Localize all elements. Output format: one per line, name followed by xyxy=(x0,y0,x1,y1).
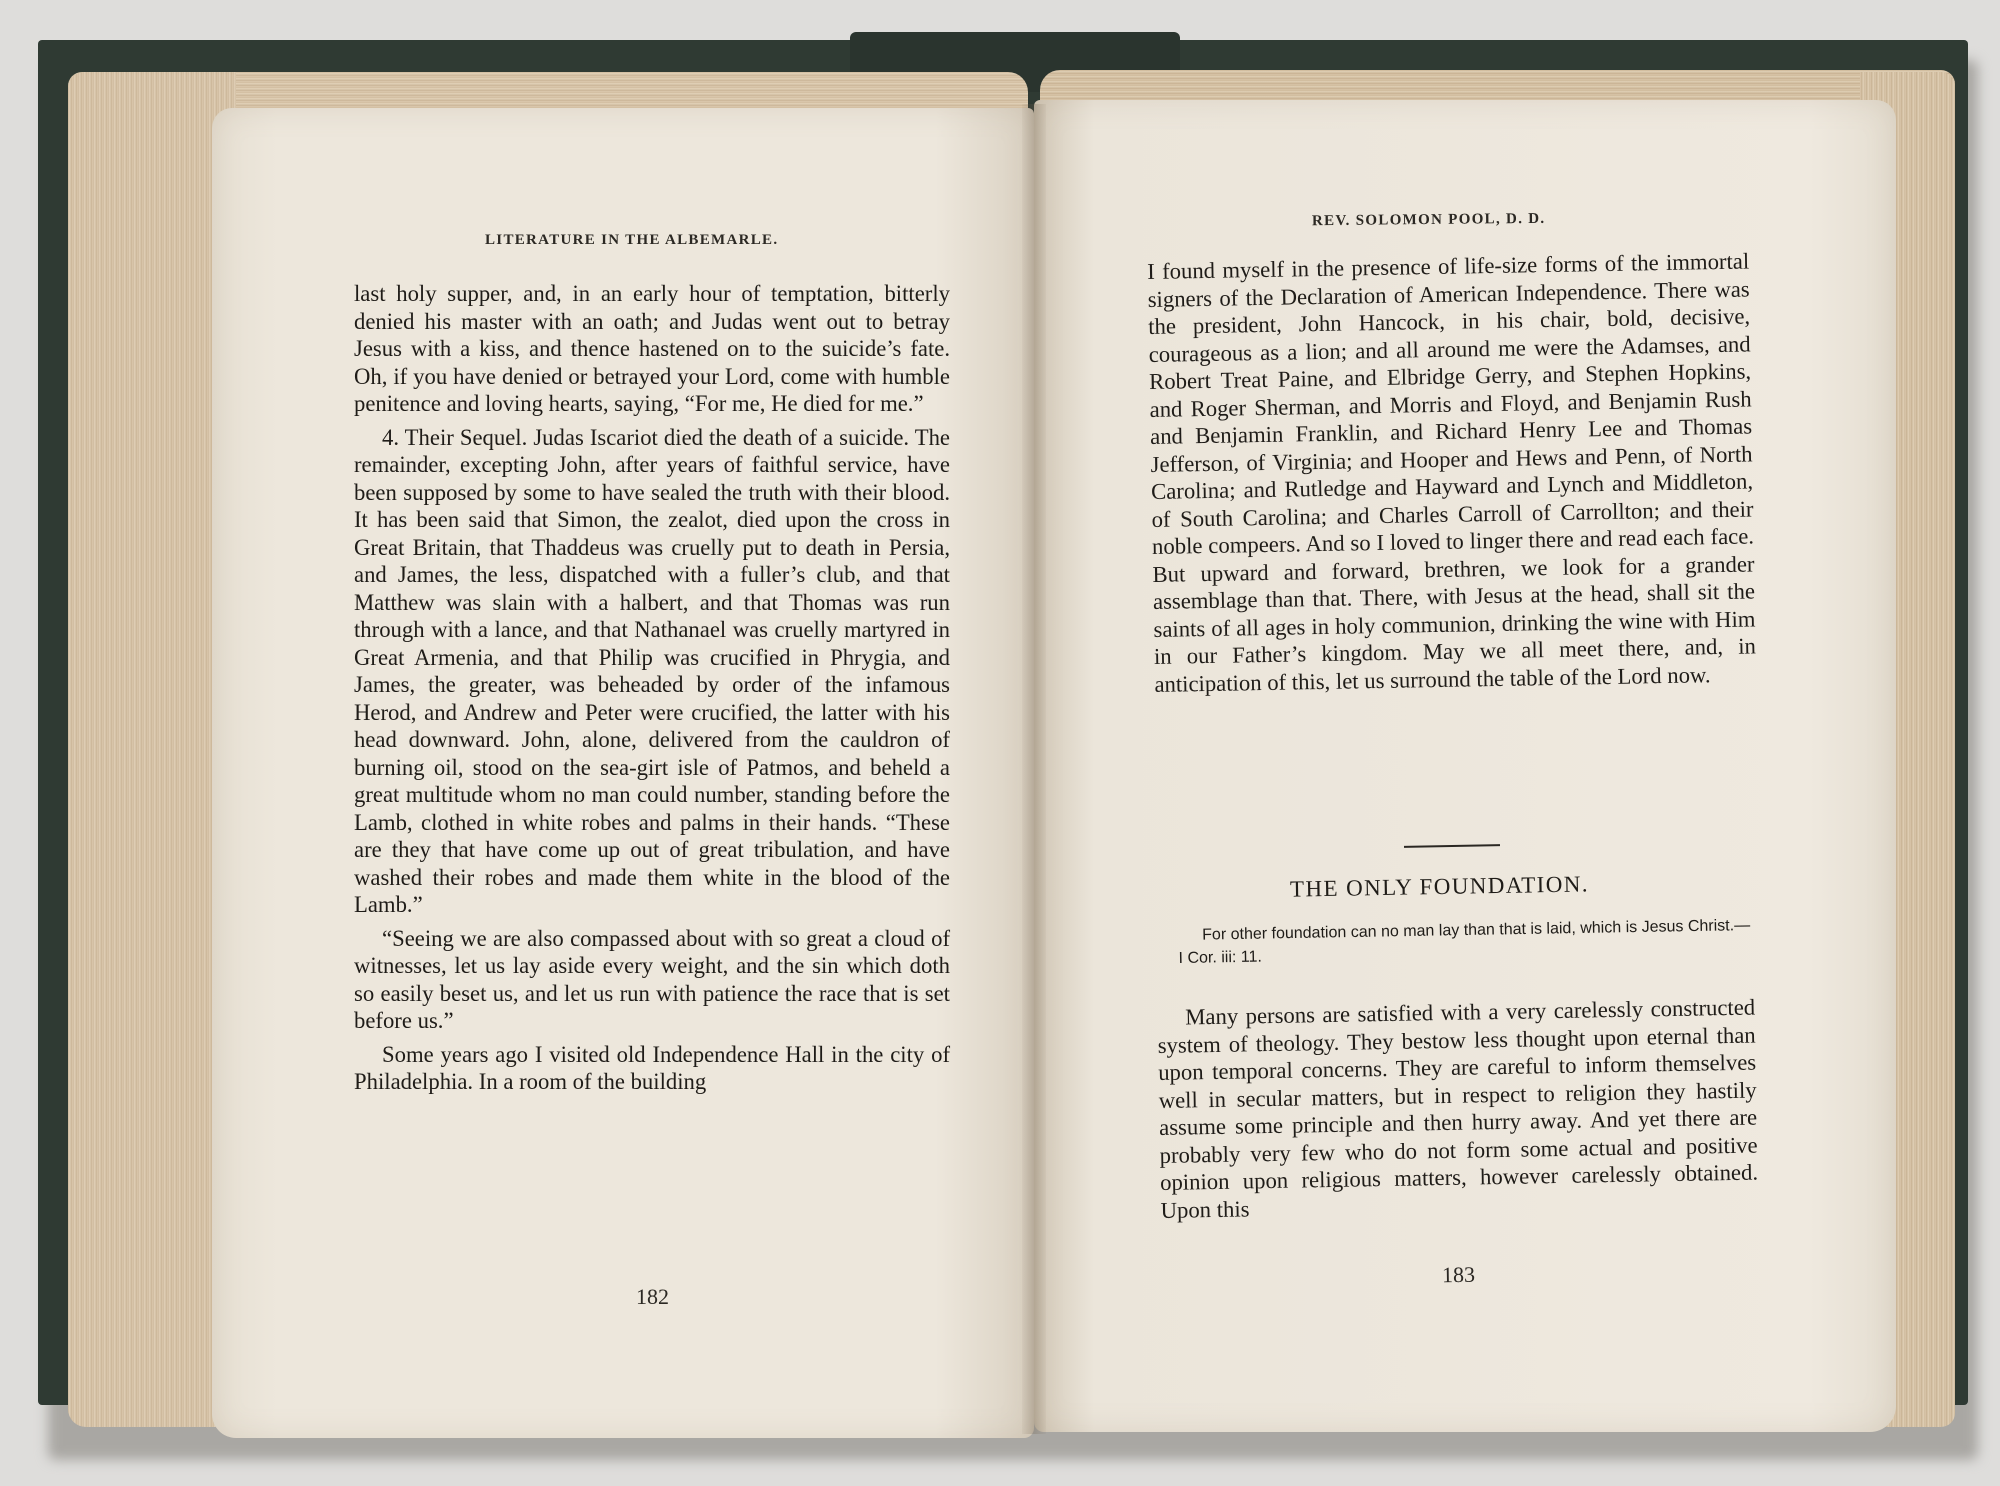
section-paragraph-1: Many persons are satisfied with a very carelessly constructed system of theology. They bestow less thought upon eternal than upon temporal concerns. They are careful to inform themselves well in secular matters, but in respect to religion they hastily assume some principle and then hurry away. And yet there are probably very few who do not form some actual and positive opinion upon religious matters, however carelessly obtained. Upon this xyxy=(1157,994,1759,1223)
right-page-number: 183 xyxy=(1441,1261,1476,1288)
page-edges-left xyxy=(68,72,236,1427)
left-paragraph-2: 4. Their Sequel. Judas Iscariot died the death of a suicide. The remainder, excepting John, after years of faithful service, have been supposed by some to have sealed the truth with their blood. It has been said that Simon, the zealot, died upon the cross in Great Britain, that Thaddeus was cruelly put to death in Persia, and James, the less, dispatched with a fuller’s club, and that Matthew was slain with a halbert, and that Thomas was run through with a lance, and that Nathanael was cruelly martyred in Great Armenia, and that Philip was crucified in Phrygia, and James, the greater, was beheaded by order of the infamous Herod, and Andrew and Peter were crucified, the latter with his head downward. John, alone, delivered from the cauldron of burning oil, stood on the sea-girt isle of Patmos, and beheld a great multitude whom no man could number, standing before the Lamb, clothed in white robes and palms in their hands. “These are they that have come up out of great tribulation, and have washed their robes and made them white in the blood of the Lamb.” xyxy=(354,424,950,917)
left-running-head: LITERATURE IN THE ALBEMARLE. xyxy=(485,232,779,248)
book-gutter xyxy=(1022,104,1046,1434)
right-running-head: REV. SOLOMON POOL, D. D. xyxy=(1311,210,1546,230)
left-paragraph-3: “Seeing we are also compassed about with so great a cloud of witnesses, let us lay aside every weight, and the sin which doth so easily beset us, and let us run with patience the race that is set before us.” xyxy=(354,925,950,1033)
left-page-number: 182 xyxy=(636,1284,669,1309)
epigraph: For other foundation can no man lay than that is laid, which is Jesus Christ.—I Cor. iii: 11. xyxy=(1178,917,1751,967)
left-paragraph-4: Some years ago I visited old Independence Hall in the city of Philadelphia. In a room of the building xyxy=(354,1041,950,1094)
left-paragraph-1: last holy supper, and, in an early hour of temptation, bitterly denied his master with an oath; and Judas went out to betray Jesus with a kiss, and thence hastened on to the suicide’s fate. Oh, if you have denied or betrayed your Lord, come with humble penitence and loving hearts, saying, “For me, He died for me.” xyxy=(354,281,950,416)
right-paragraph-1: I found myself in the presence of life-size forms of the immortal signers of the Declaration of American Independence. There was the president, John Hancock, in his chair, bold, decisive, courageous as a lion; and all around me were the Adamses, and Robert Treat Paine, and Elbridge Gerry, and Stephen Hopkins, and Roger Sherman, and Morris and Floyd, and Benjamin Rush and Benjamin Franklin, and Richard Henry Lee and Thomas Jefferson, of Virginia; and Hooper and Hews and Penn, of North Carolina; and Rutledge and Hayward and Lynch and Middleton, of South Carolina; and Charles Carroll of Carrollton; and their noble compeers. And so I loved to linger there and read each face. But upward and forward, brethren, we look for a grander assemblage than that. There, with Jesus at the head, shall sit the saints of all ages in holy communion, drinking the wine with Him in our Father’s kingdom. May we all meet there, and, in anticipation of this, let us surround the table of the Lord now. xyxy=(1147,248,1757,697)
right-body-text xyxy=(1147,247,1757,697)
section-heading: THE ONLY FOUNDATION. xyxy=(1289,871,1590,902)
left-body-text xyxy=(354,280,950,1096)
section-body-text xyxy=(1157,994,1759,1224)
